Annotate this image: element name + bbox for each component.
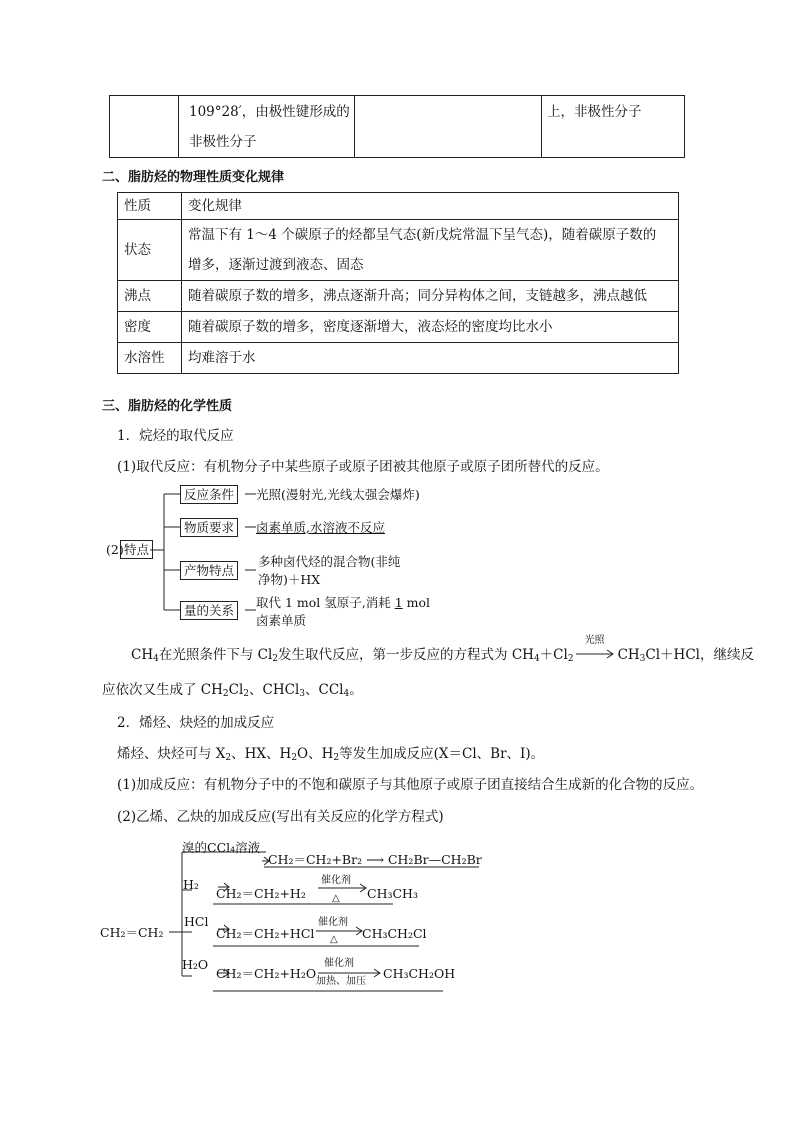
cell-line: 增多，逐渐过渡到液态、固态 bbox=[188, 257, 364, 273]
paragraph-line: 应依次又生成了 $CH_2Cl_2$、CHCl$_3$、CCl$_4$。 bbox=[102, 682, 363, 699]
condition-top: 催化剂 bbox=[318, 917, 348, 928]
text-part: 等发生加成反应(X＝Cl、Br、I)。 bbox=[339, 746, 545, 762]
paragraph: (1)取代反应：有机物分子中某些原子或原子团被其他原子或原子团所替代的反应。 bbox=[117, 459, 609, 475]
table-row bbox=[118, 220, 679, 281]
reagent-label: 溴的CCl₄溶液 bbox=[182, 840, 261, 855]
branch-text: 卤素单质 bbox=[256, 613, 307, 628]
reagent-label: H₂O bbox=[182, 957, 209, 972]
table-header-cell: 性质 bbox=[118, 193, 182, 220]
reaction-arrow bbox=[574, 635, 618, 659]
diagram-label-box: 特点 bbox=[120, 540, 153, 559]
paragraph: (2)乙烯、乙炔的加成反应(写出有关反应的化学方程式) bbox=[117, 809, 444, 825]
arrow-label: 光照 bbox=[584, 635, 605, 646]
table-row bbox=[118, 281, 679, 312]
condition-bottom: △ bbox=[332, 893, 340, 904]
condition-bottom: △ bbox=[330, 934, 338, 945]
branch-box: 物质要求 bbox=[180, 518, 238, 537]
reagent-label: H₂ bbox=[183, 877, 199, 892]
equation: CH₂＝CH₂+Br₂ ⟶ CH₂Br—CH₂Br bbox=[268, 852, 482, 867]
text-part: ＋Cl bbox=[539, 647, 568, 663]
branch-text: 光照(漫射光,光线太强会爆炸) bbox=[256, 487, 420, 502]
text-part: 应依次又生成了 CH bbox=[102, 682, 223, 698]
table-header-cell: 变化规律 bbox=[182, 193, 679, 220]
equation-left: CH₂＝CH₂+H₂ bbox=[216, 886, 306, 901]
table-cell: 随着碳原子数的增多，沸点逐渐升高；同分异构体之间，支链越多，沸点越低 bbox=[182, 281, 679, 312]
text-part: 、CCl bbox=[305, 682, 344, 698]
branch-box: 产物特点 bbox=[180, 561, 238, 580]
condition-bottom: 加热、加压 bbox=[316, 976, 366, 987]
equation-left: CH₂＝CH₂+HCl bbox=[216, 926, 315, 941]
paragraph: (1)加成反应：有机物分子中的不饱和碳原子与其他原子或原子团直接结合生成新的化合物的反应。 bbox=[117, 777, 704, 793]
reagent-label: HCl bbox=[184, 914, 209, 929]
branch-text: 卤素单质,水溶液不反应 bbox=[256, 520, 385, 535]
table-cell: 沸点 bbox=[118, 281, 182, 312]
table-divider bbox=[178, 96, 179, 157]
equation-right: CH₃CH₃ bbox=[367, 886, 418, 901]
table-divider bbox=[354, 96, 355, 157]
table-cell-text: 上，非极性分子 bbox=[547, 104, 642, 120]
subheading: 1．烷烃的取代反应 bbox=[117, 428, 234, 444]
branch-text-part: 1 bbox=[394, 595, 403, 610]
table-cell: 水溶性 bbox=[118, 343, 182, 374]
table-divider bbox=[541, 96, 542, 157]
text-part: CH bbox=[617, 647, 640, 663]
text-part: CH bbox=[131, 647, 154, 663]
equation-left: CH₂＝CH₂+H₂O bbox=[216, 966, 317, 981]
condition-top: 催化剂 bbox=[321, 875, 351, 886]
text-part: Cl＋HCl，继续反 bbox=[645, 647, 754, 663]
text-part: Cl bbox=[228, 682, 244, 698]
text-part: 、CHCl bbox=[249, 682, 300, 698]
text-part: 发生取代反应，第一步反应的方程式为 CH bbox=[278, 647, 534, 663]
branch-box: 量的关系 bbox=[180, 601, 238, 620]
paragraph-line: 烯烃、炔烃可与 $X_2$、HX、$H_2O$、$H_2$等发生加成反应(X＝Cl、Br、I)。 bbox=[117, 746, 545, 763]
section-heading: 三、脂肪烃的化学性质 bbox=[102, 399, 233, 414]
equation-right: CH₃CH₂Cl bbox=[362, 926, 427, 941]
text-part: 。 bbox=[349, 682, 363, 698]
table-cell: 状态 bbox=[118, 220, 182, 281]
section-heading: 二、脂肪烃的物理性质变化规律 bbox=[102, 170, 285, 185]
branch-text-part: 取代 1 mol 氢原子,消耗 bbox=[256, 595, 395, 610]
text-part: 、HX、H bbox=[231, 746, 292, 762]
table-cell: 密度 bbox=[118, 312, 182, 343]
reactant: CH₂＝CH₂ bbox=[100, 925, 164, 940]
table-cell-text: 非极性分子 bbox=[189, 134, 257, 150]
equation-right: CH₃CH₂OH bbox=[383, 966, 456, 981]
table-row bbox=[118, 343, 679, 374]
cell-line: 常温下有 1～4 个碳原子的烃都呈气态(新戊烷常温下呈气态)，随着碳原子数的 bbox=[188, 227, 657, 243]
table-cell: 均难溶于水 bbox=[182, 343, 679, 374]
branch-text bbox=[256, 594, 430, 611]
table-row bbox=[118, 193, 679, 220]
text-part: 烯烃、炔烃可与 X bbox=[117, 746, 226, 762]
text-part: 在光照条件下与 Cl bbox=[158, 647, 273, 663]
text-part: O、H bbox=[297, 746, 334, 762]
subheading: 2．烯烃、炔烃的加成反应 bbox=[117, 715, 275, 731]
diagram-label-number: (2) bbox=[106, 542, 124, 557]
condition-top: 催化剂 bbox=[324, 958, 354, 969]
branch-text: 净物)＋HX bbox=[258, 572, 321, 587]
properties-table bbox=[117, 192, 679, 374]
table-row bbox=[118, 312, 679, 343]
table-cell-text: 109°28′，由极性键形成的 bbox=[189, 104, 350, 120]
branch-box: 反应条件 bbox=[180, 485, 238, 504]
branch-text: 多种卤代烃的混合物(非纯 bbox=[258, 554, 401, 569]
table-cell bbox=[182, 220, 679, 281]
table-cell: 随着碳原子数的增多，密度逐渐增大，液态烃的密度均比水小 bbox=[182, 312, 679, 343]
branch-text-part: mol bbox=[402, 595, 431, 610]
paragraph-line: $CH_4$在光照条件下与 $Cl_2$发生取代反应，第一步反应的方程式为 $CH_4+Cl_2$ 光照 $CH_3Cl+HCl$，继续反 bbox=[131, 635, 754, 664]
